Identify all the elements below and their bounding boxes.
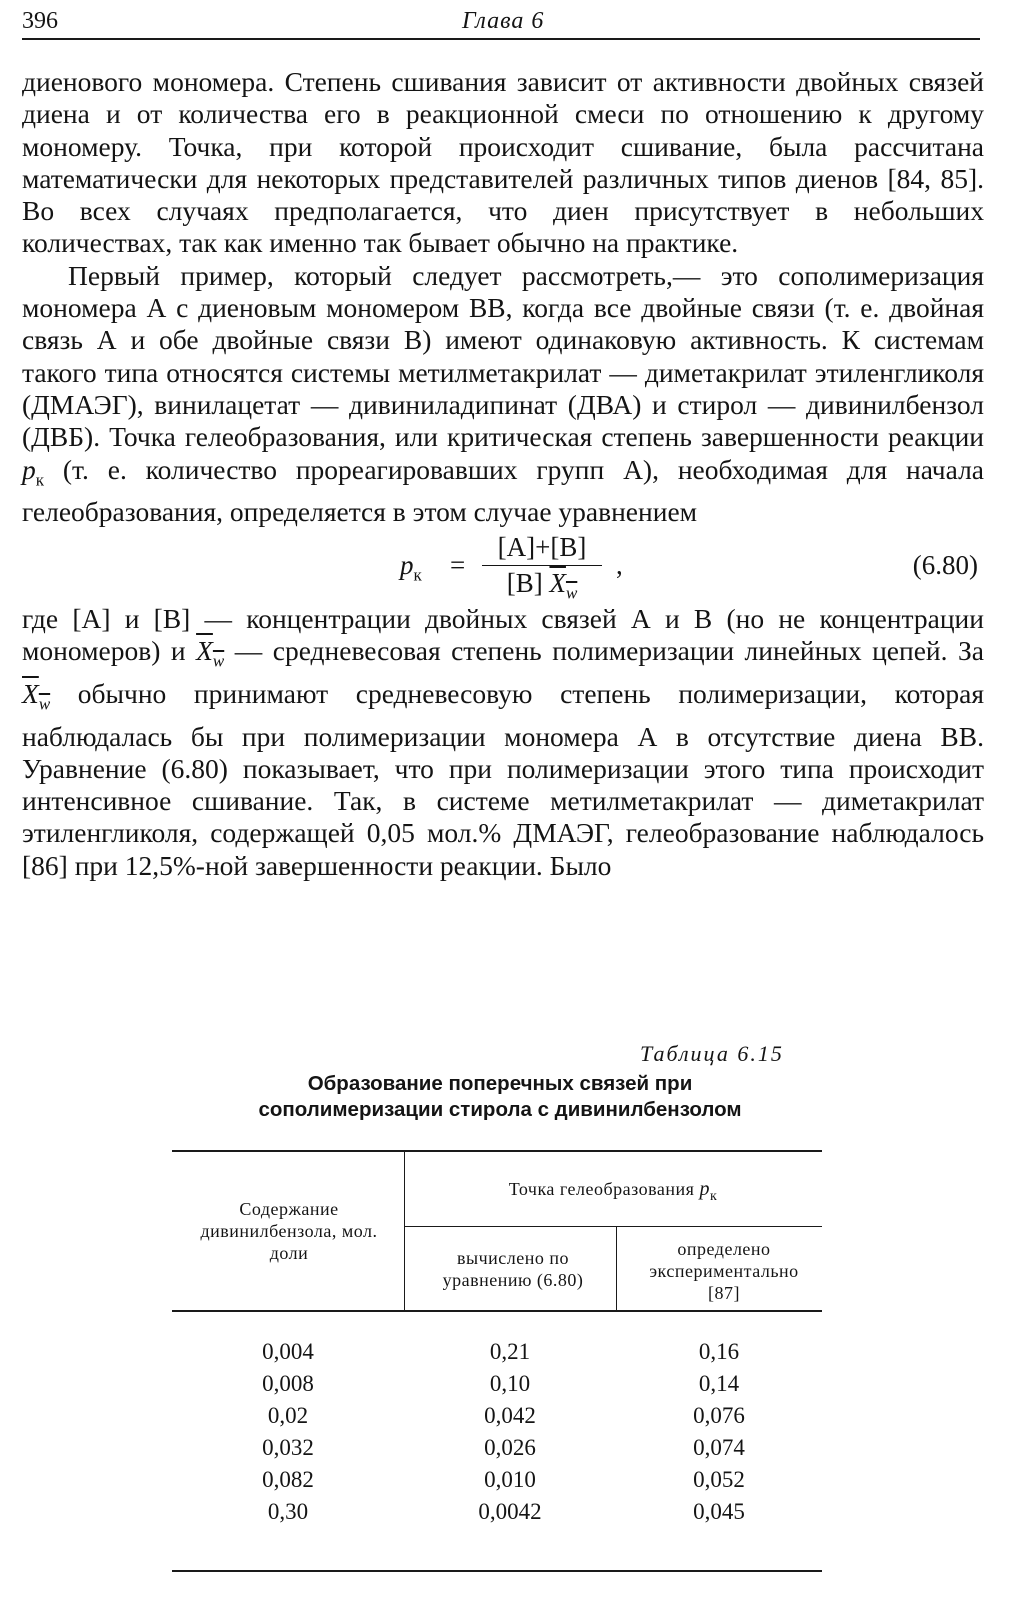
- cell-r1-c1: 0,10: [489, 1371, 531, 1396]
- equation-6-80: [22, 529, 984, 603]
- cell-r4-c1: 0,010: [484, 1467, 536, 1492]
- table-vrule-2: [616, 1226, 617, 1310]
- table-caption: Таблица 6.15: [640, 1041, 784, 1066]
- cell-r1-c2: 0,14: [698, 1371, 740, 1396]
- table-title-line-2: сополимеризации стирола с дивинилбензолом: [258, 1098, 742, 1121]
- table-vrule-1: [404, 1150, 405, 1310]
- header-content-column: Содержание дивинилбензола, мол. доли: [200, 1199, 378, 1263]
- column-calculated: [404, 1336, 616, 1528]
- cell-r2-c1: 0,042: [484, 1403, 536, 1428]
- denominator-xw: [549, 567, 578, 603]
- header-rule: [22, 38, 980, 40]
- paragraph-3: [22, 603, 984, 882]
- page-number: 396: [22, 8, 58, 34]
- column-experimental: [616, 1336, 822, 1528]
- formula-numerator: [A]+[B]: [497, 531, 587, 562]
- formula-lhs: [400, 549, 422, 592]
- paragraph-3-part1: где [А] и [В] — концентрации двойных связей А и В (но не концентрации мономеров) и: [22, 602, 984, 666]
- formula-equals: =: [450, 549, 466, 580]
- header-gel-point-group: [404, 1178, 822, 1208]
- data-table: [172, 1150, 822, 1572]
- xw1-sub: w: [212, 651, 225, 671]
- xw2-sub: w: [38, 694, 51, 714]
- paragraph-3-part3: обычно принимают средневесовую степень полимеризации, которая наблюдалась бы при полимеризации мономера А в отсутствие диена ВВ. Уравнение (6.80) показывает, что при полимеризации этого типа происходит интенсивное сшивание. Так, в системе метилметакрилат — диметакрилат этиленгликоля, содержащей 0,05 мол.% ДМАЭГ, гелеобразование наблюдалось [86] при 12,5%-ной завершенности реакции. Было: [22, 677, 985, 881]
- xw-symbol-1: [196, 634, 225, 671]
- xw-symbol-2: [22, 677, 51, 714]
- equation-number: (6.80): [912, 549, 978, 580]
- cell-r4-c0: 0,082: [262, 1467, 314, 1492]
- cell-r5-c1: 0,0042: [478, 1499, 542, 1524]
- formula: [400, 531, 660, 603]
- pk-symbol: p: [22, 453, 36, 485]
- header-calculated-column: вычислено по уравнению (6.80): [442, 1248, 584, 1290]
- denominator-sub: w: [565, 583, 578, 603]
- table-title: [150, 1071, 850, 1123]
- paragraph-1: диенового мономера. Степень сшивания зависит от активности двойных связей диена и от количества его в реакционной смеси по отношению к другому мономеру. Точка, при которой происходит сшивание, была рассчитана математически для некоторых представителей различных типов диенов [84, 85]. Во всех случаях предполагается, что диен присутствует в небольших количествах, так как именно так бывает обычно на практике.: [22, 66, 984, 259]
- fraction-bar: [482, 565, 602, 566]
- cell-r2-c0: 0,02: [267, 1403, 309, 1428]
- body-text: [22, 66, 984, 882]
- cell-r1-c0: 0,008: [262, 1371, 314, 1396]
- cell-r5-c2: 0,045: [693, 1499, 745, 1524]
- formula-lhs-sub: к: [413, 565, 422, 585]
- formula-lhs-symbol: p: [400, 549, 414, 580]
- cell-r0-c1: 0,21: [489, 1339, 531, 1364]
- formula-denominator: [482, 567, 602, 610]
- column-dvb-content: [172, 1336, 404, 1528]
- pk-subscript: к: [35, 470, 45, 490]
- header-pk-symbol: p: [699, 1178, 710, 1200]
- header-pk-sub: к: [709, 1189, 718, 1204]
- paragraph-2: [22, 260, 984, 529]
- cell-r5-c0: 0,30: [267, 1499, 309, 1524]
- table-top-rule: [172, 1150, 822, 1152]
- formula-comma: ,: [616, 549, 623, 580]
- table-group-rule: [404, 1226, 822, 1227]
- xw2-letter: X: [22, 677, 39, 709]
- cell-r0-c2: 0,16: [698, 1339, 740, 1364]
- xw1-letter: X: [196, 634, 213, 666]
- header-experimental-column: определено экспериментально [87]: [649, 1239, 799, 1303]
- cell-r4-c2: 0,052: [693, 1467, 745, 1492]
- running-header: [22, 8, 992, 38]
- paragraph-3-part2: — средневесовая степень полимеризации линейных цепей. За: [234, 634, 984, 666]
- paragraph-2-part1: Первый пример, который следует рассмотреть,— это сополимеризация мономера А с диеновым мономером ВВ, когда все двойные связи (т. е. двойная связь А и обе двойные связи В) имеют одинаковую активность. К системам такого типа относятся системы метилметакрилат — диметакрилат этиленгликоля (ДМАЭГ), винилацетат — дивиниладипинат (ДВА) и стирол — дивинилбензол (ДВБ). Точка гелеобразования, или критическая степень завершенности реакции: [22, 259, 984, 453]
- cell-r3-c2: 0,074: [693, 1435, 745, 1460]
- table-header-rule: [172, 1310, 822, 1312]
- header-pk: [699, 1178, 718, 1204]
- cell-r0-c0: 0,004: [262, 1339, 314, 1364]
- denominator-x: X: [549, 567, 566, 598]
- denominator-prefix: [B]: [506, 567, 543, 598]
- table-bottom-rule: [172, 1570, 822, 1572]
- table-title-line-1: Образование поперечных связей при: [307, 1072, 693, 1095]
- header-group-label: Точка гелеобразования: [508, 1179, 695, 1199]
- cell-r3-c0: 0,032: [262, 1435, 314, 1460]
- cell-r3-c1: 0,026: [484, 1435, 536, 1460]
- paragraph-2-part2: (т. е. количество прореагировавших групп А), необходимая для начала гелеобразования, определяется в этом случае уравнением: [22, 453, 985, 528]
- cell-r2-c2: 0,076: [693, 1403, 745, 1428]
- chapter-title: Глава 6: [462, 8, 545, 34]
